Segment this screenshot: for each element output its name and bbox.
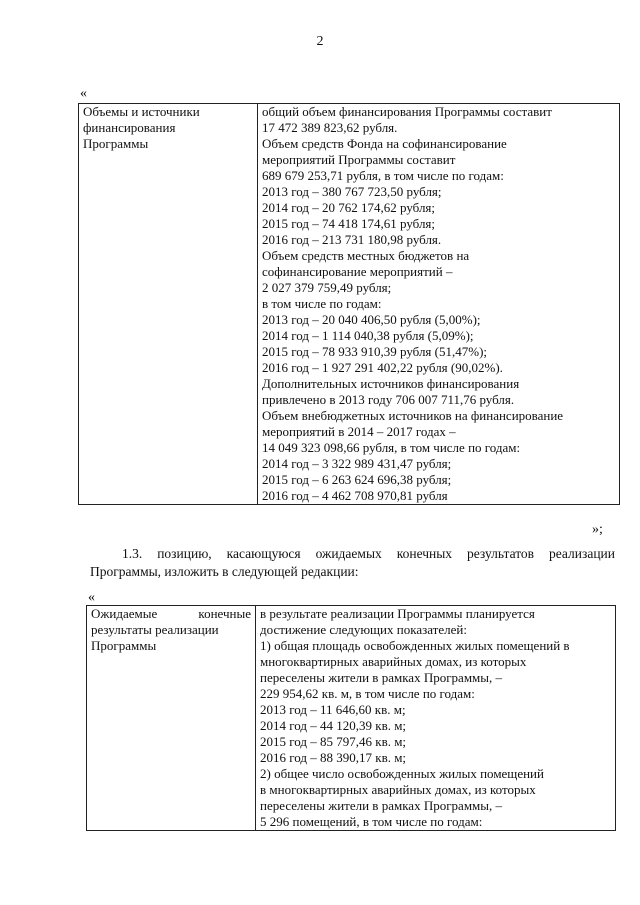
paragraph-line: Программы, изложить в следующей редакции: xyxy=(90,564,359,579)
value-line: 2015 год – 78 933 910,39 рубля (51,47%); xyxy=(262,344,488,359)
value-line: 2) общее число освобожденных жилых помещений xyxy=(260,766,544,781)
table-row xyxy=(79,104,620,505)
value-line: софинансирование мероприятий – xyxy=(262,264,453,279)
value-line: достижение следующих показателей: xyxy=(260,622,467,637)
label-line: Объемы и источники xyxy=(83,104,200,119)
value-line: 2014 год – 20 762 174,62 рубля; xyxy=(262,200,436,215)
label-line: результаты реализации xyxy=(91,622,219,637)
value-line: переселены жители в рамках Программы, – xyxy=(260,798,503,813)
label-line: финансирования xyxy=(83,120,176,135)
value-line: 2014 год – 1 114 040,38 рубля (5,09%); xyxy=(262,328,474,343)
value-line: Объем внебюджетных источников на финансирование xyxy=(262,408,564,423)
value-line: Объем средств местных бюджетов на xyxy=(262,248,470,263)
value-line: 2015 год – 85 797,46 кв. м; xyxy=(260,734,407,749)
table-row xyxy=(87,606,616,831)
value-line: 2 027 379 759,49 рубля; xyxy=(262,280,392,295)
closing-quote-1: »; xyxy=(592,522,603,537)
value-line: 2013 год – 20 040 406,50 рубля (5,00%); xyxy=(262,312,481,327)
value-line: Объем средств Фонда на софинансирование xyxy=(262,136,507,151)
value-line: в результате реализации Программы планируется xyxy=(260,606,535,621)
value-line: 2016 год – 1 927 291 402,22 рубля (90,02%). xyxy=(262,360,503,375)
value-line: 689 679 253,71 рубля, в том числе по годам: xyxy=(262,168,504,183)
results-table xyxy=(86,605,616,831)
value-line: мероприятий Программы составит xyxy=(262,152,456,167)
value-line: многоквартирных аварийных домах, из которых xyxy=(260,654,527,669)
value-line: 2015 год – 6 263 624 696,38 рубля; xyxy=(262,472,452,487)
page-number: 2 xyxy=(316,34,324,49)
value-line: 1) общая площадь освобожденных жилых помещений в xyxy=(260,638,570,653)
label-line: Ожидаемые конечные xyxy=(91,606,251,621)
value-line: Дополнительных источников финансирования xyxy=(262,376,520,391)
value-line: 5 296 помещений, в том числе по годам: xyxy=(260,814,483,829)
value-line: 17 472 389 823,62 рубля. xyxy=(262,120,398,135)
financing-value-cell xyxy=(258,104,620,505)
financing-label-cell xyxy=(79,104,258,505)
value-line: 2014 год – 44 120,39 кв. м; xyxy=(260,718,407,733)
value-line: переселены жители в рамках Программы, – xyxy=(260,670,503,685)
value-line: 2013 год – 11 646,60 кв. м; xyxy=(260,702,406,717)
value-line: 2016 год – 4 462 708 970,81 рубля xyxy=(262,488,448,503)
value-line: общий объем финансирования Программы составит xyxy=(262,104,552,119)
value-line: 229 954,62 кв. м, в том числе по годам: xyxy=(260,686,475,701)
value-line: 2016 год – 88 390,17 кв. м; xyxy=(260,750,407,765)
financing-table xyxy=(78,103,620,505)
results-value-cell xyxy=(256,606,616,831)
value-line: мероприятий в 2014 – 2017 годах – xyxy=(262,424,456,439)
value-line: 2014 год – 3 322 989 431,47 рубля; xyxy=(262,456,452,471)
value-line: привлечено в 2013 году 706 007 711,76 рубля. xyxy=(262,392,515,407)
paragraph-line: 1.3. позицию, касающуюся ожидаемых конечных результатов реализации xyxy=(122,546,615,561)
results-label-cell xyxy=(87,606,256,831)
amendment-paragraph xyxy=(90,545,615,581)
label-line: Программы xyxy=(91,638,157,653)
value-line: 2013 год – 380 767 723,50 рубля; xyxy=(262,184,442,199)
label-line: Программы xyxy=(83,136,149,151)
value-line: в том числе по годам: xyxy=(262,296,382,311)
value-line: 2016 год – 213 731 180,98 рубля. xyxy=(262,232,442,247)
value-line: 14 049 323 098,66 рубля, в том числе по годам: xyxy=(262,440,521,455)
opening-quote-1: « xyxy=(80,86,87,101)
value-line: 2015 год – 74 418 174,61 рубля; xyxy=(262,216,436,231)
opening-quote-2: « xyxy=(88,590,95,605)
value-line: в многоквартирных аварийных домах, из которых xyxy=(260,782,536,797)
